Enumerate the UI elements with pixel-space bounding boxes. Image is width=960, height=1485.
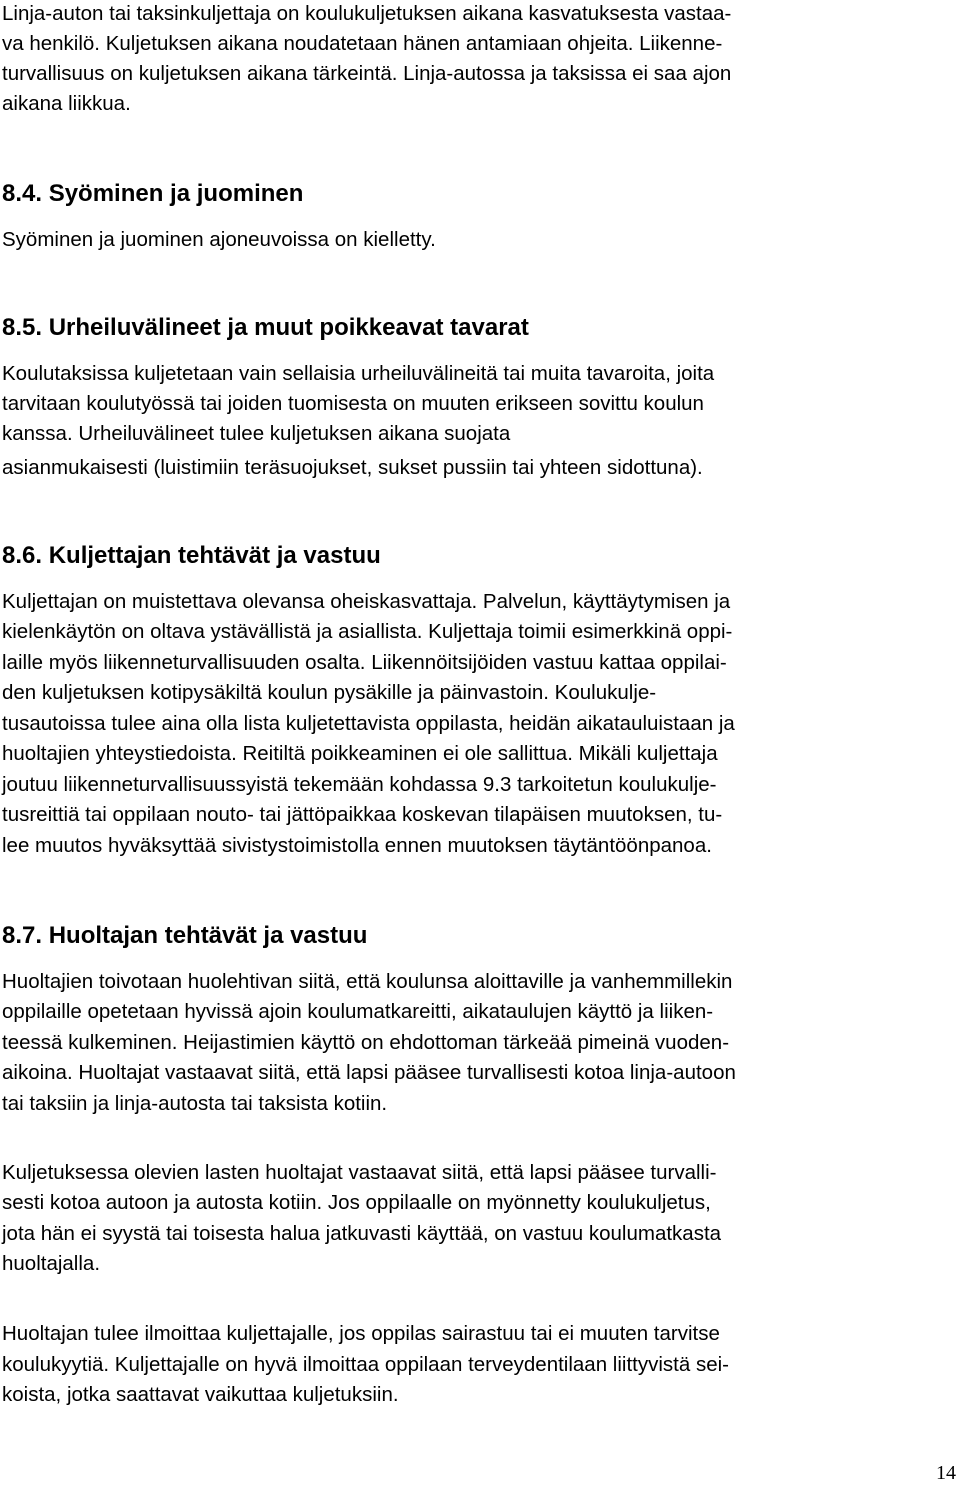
section-8-6-line: tusreittiä tai oppilaan nouto- tai jättöpaikkaa koskevan tilapäisen muutoksen, tu- [2, 803, 723, 826]
intro-line: turvallisuus on kuljetuksen aikana tärkeintä. Linja-autossa ja taksissa ei saa ajon [2, 62, 732, 85]
section-8-5-line: asianmukaisesti (luistimiin teräsuojukset, sukset pussiin tai yhteen sidottuna). [2, 456, 703, 479]
section-8-7-line: koista, jotka saattavat vaikuttaa kuljetuksiin. [2, 1383, 399, 1406]
section-8-5-line: kanssa. Urheiluvälineet tulee kuljetuksen aikana suojata [2, 422, 511, 445]
intro-line: aikana liikkua. [2, 92, 131, 115]
section-8-6-line: laille myös liikenneturvallisuuden osalta. Liikennöitsijöiden vastuu kattaa oppilai- [2, 651, 727, 674]
section-8-7-line: teessä kulkeminen. Heijastimien käyttö on ehdottoman tärkeää pimeinä vuoden- [2, 1031, 730, 1054]
intro-line: Linja-auton tai taksinkuljettaja on koulukuljetuksen aikana kasvatuksesta vastaa- [2, 2, 732, 25]
section-8-7-line: koulukyytiä. Kuljettajalle on hyvä ilmoittaa oppilaan terveydentilaan liittyvistä sei- [2, 1353, 729, 1376]
section-8-5-line: tarvitaan koulutyössä tai joiden tuomisesta on muuten erikseen sovittu koulun [2, 392, 704, 415]
section-8-6-line: kielenkäytön on oltava ystävällistä ja asiallista. Kuljettaja toimii esimerkkinä oppi- [2, 620, 733, 643]
section-8-7-line: huoltajalla. [2, 1252, 101, 1275]
section-8-7-line: oppilaille opetetaan hyvissä ajoin koulumatkareitti, aikataulujen käyttö ja liiken- [2, 1000, 714, 1023]
section-heading-8-5: 8.5. Urheiluvälineet ja muut poikkeavat tavarat [2, 314, 529, 341]
section-8-6-line: huoltajien yhteystiedoista. Reitiltä poikkeaminen ei ole sallittua. Mikäli kuljettaja [2, 742, 718, 765]
section-8-6-line: Kuljettajan on muistettava olevansa oheiskasvattaja. Palvelun, käyttäytymisen ja [2, 590, 731, 613]
section-8-7-line: Huoltajan tulee ilmoittaa kuljettajalle, jos oppilas sairastuu tai ei muuten tarvitse [2, 1322, 720, 1345]
section-8-7-line: aikoina. Huoltajat vastaavat siitä, että lapsi pääsee turvallisesti kotoa linja-autoon [2, 1061, 736, 1084]
section-8-7-line: Huoltajien toivotaan huolehtivan siitä, että koulunsa aloittaville ja vanhemmillekin [2, 970, 733, 993]
section-8-7-line: Kuljetuksessa olevien lasten huoltajat vastaavat siitä, että lapsi pääsee turvalli- [2, 1161, 717, 1184]
page-number: 14 [936, 1462, 956, 1484]
section-8-6-line: tusautoissa tulee aina olla lista kuljetettavista oppilasta, heidän aikatauluistaan ja [2, 712, 735, 735]
section-8-6-line: den kuljetuksen kotipysäkiltä koulun pysäkille ja päinvastoin. Koulukulje- [2, 681, 657, 704]
section-heading-8-6: 8.6. Kuljettajan tehtävät ja vastuu [2, 542, 381, 569]
section-8-6-line: joutuu liikenneturvallisuussyistä tekemään kohdassa 9.3 tarkoitetun koulukulje- [2, 773, 717, 796]
section-8-7-line: sesti kotoa autoon ja autosta kotiin. Jos oppilaalle on myönnetty koulukuljetus, [2, 1191, 711, 1214]
section-heading-8-4: 8.4. Syöminen ja juominen [2, 180, 304, 207]
section-8-7-line: jota hän ei syystä tai toisesta halua jatkuvasti käyttää, on vastuu koulumatkasta [2, 1222, 722, 1245]
section-8-7-line: tai taksiin ja linja-autosta tai taksista kotiin. [2, 1092, 388, 1115]
section-8-6-line: lee muutos hyväksyttää sivistystoimistolla ennen muutoksen täytäntöönpanoa. [2, 834, 712, 857]
section-8-5-line: Koulutaksissa kuljetetaan vain sellaisia urheiluvälineitä tai muita tavaroita, joita [2, 362, 715, 385]
intro-line: va henkilö. Kuljetuksen aikana noudatetaan hänen antamiaan ohjeita. Liikenne- [2, 32, 723, 55]
section-heading-8-7: 8.7. Huoltajan tehtävät ja vastuu [2, 922, 368, 949]
section-8-4-line: Syöminen ja juominen ajoneuvoissa on kielletty. [2, 228, 436, 251]
